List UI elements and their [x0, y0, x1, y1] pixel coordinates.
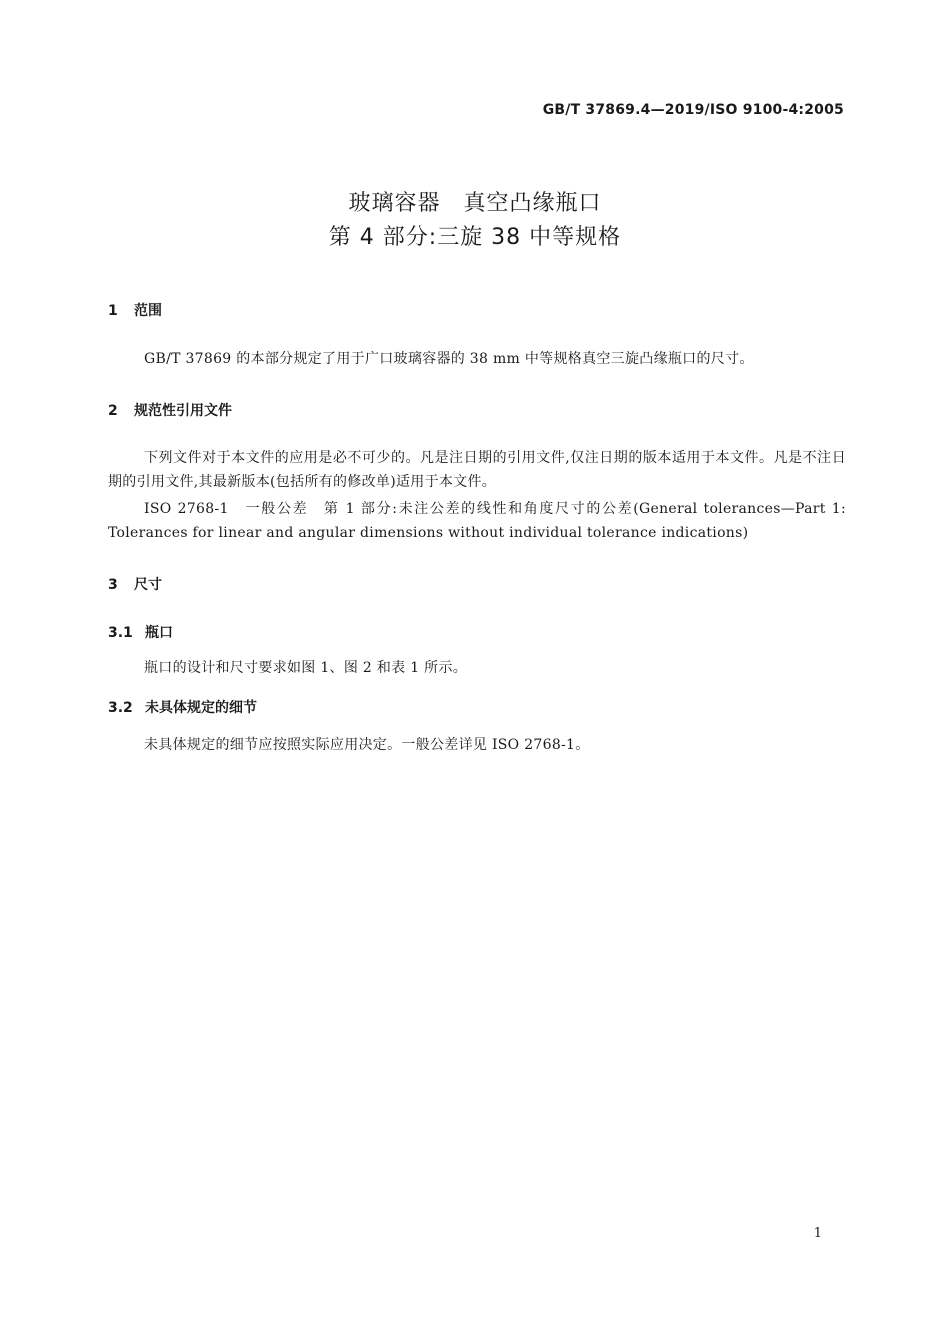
- section-number: 3.2: [108, 700, 133, 716]
- standard-number: GB/T 37869.4—2019/ISO 9100-4:2005: [542, 102, 844, 118]
- section-3-1-text: 瓶口的设计和尺寸要求如图 1、图 2 和表 1 所示。: [144, 660, 468, 676]
- section-title: 尺寸: [134, 577, 162, 593]
- section-title: 规范性引用文件: [134, 403, 232, 419]
- section-3-2-text: 未具体规定的细节应按照实际应用决定。一般公差详见 ISO 2768-1。: [144, 737, 590, 753]
- section-number: 2: [108, 403, 118, 419]
- section-title: 未具体规定的细节: [145, 700, 257, 716]
- section-title: 瓶口: [145, 625, 173, 641]
- section-number: 3.1: [108, 625, 133, 641]
- section-title: 范围: [134, 303, 162, 319]
- section-1-heading: [108, 300, 162, 320]
- document-title-line-1: 玻璃容器 真空凸缘瓶口: [348, 191, 602, 216]
- section-3-2-heading: [108, 697, 257, 717]
- section-3-1-heading: [108, 622, 173, 642]
- section-number: 3: [108, 577, 118, 593]
- section-2-heading: [108, 400, 232, 420]
- normative-reference: ISO 2768-1 一般公差 第 1 部分:未注公差的线性和角度尺寸的公差(General tolerances—Part 1: Tolerances for linear and angular dimensions without individual tolerance indications): [108, 501, 846, 541]
- page-number: 1: [813, 1226, 822, 1241]
- section-3-heading: [108, 574, 162, 594]
- document-title-line-2: 第 4 部分:三旋 38 中等规格: [328, 225, 622, 250]
- section-number: 1: [108, 303, 118, 319]
- section-2-text: 下列文件对于本文件的应用是必不可少的。凡是注日期的引用文件,仅注日期的版本适用于本文件。凡是不注日期的引用文件,其最新版本(包括所有的修改单)适用于本文件。: [108, 450, 846, 490]
- section-1-text: GB/T 37869 的本部分规定了用于广口玻璃容器的 38 mm 中等规格真空三旋凸缘瓶口的尺寸。: [144, 351, 754, 367]
